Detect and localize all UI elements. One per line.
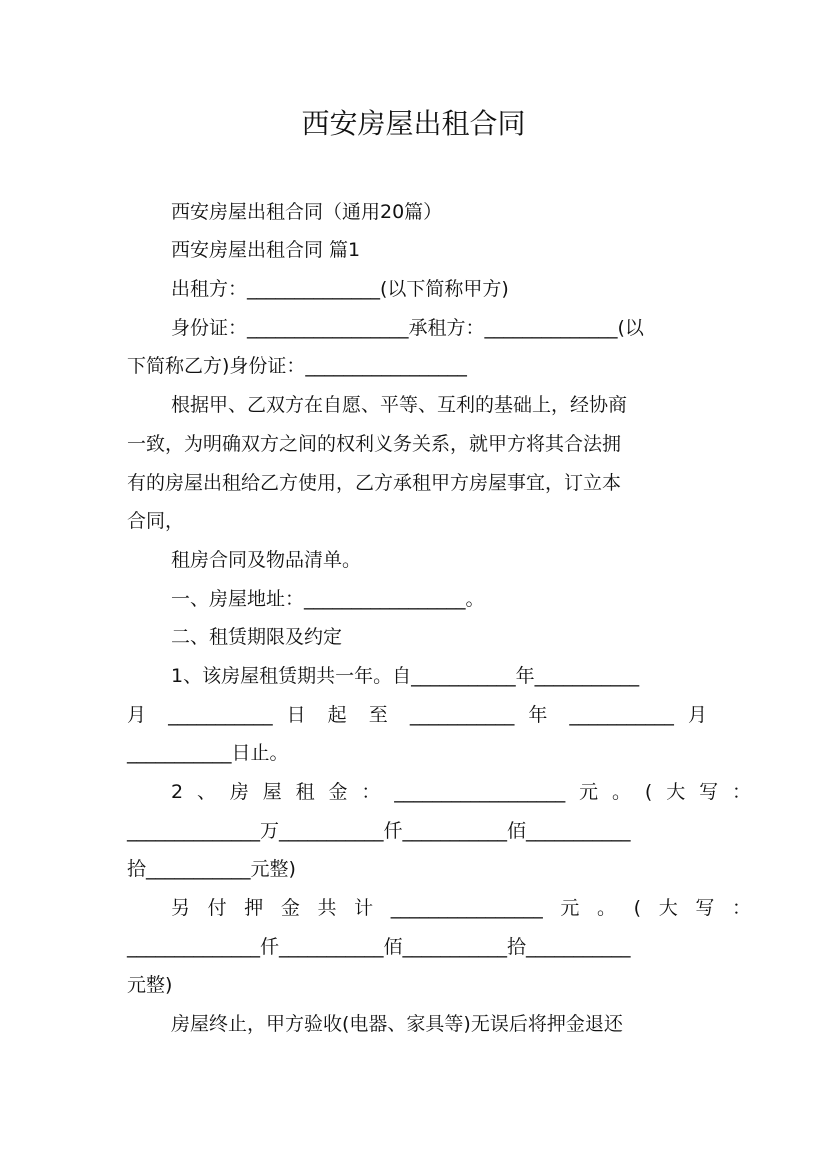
id-lessee-line: 身份证：_________________承租方：______________(以 (171, 317, 644, 339)
rent-clause-line-1: 2、房屋租金：__________________元。(大写： (171, 781, 751, 803)
term-clause-line-1: 1、该房屋租赁期共一年。自___________年___________ (171, 665, 640, 687)
deposit-clause-line-3: 元整) (127, 974, 173, 996)
preamble-line-1: 根据甲、乙双方在自愿、平等、互利的基础上，经协商 (171, 394, 628, 416)
inventory-line: 租房合同及物品清单。 (171, 549, 362, 571)
rent-clause-line-3: 拾___________元整) (127, 858, 296, 880)
preamble-line-2: 一致，为明确双方之间的权利义务关系，就甲方将其合法拥 (127, 433, 622, 455)
deposit-clause-line-2: ______________仟___________佰___________拾___________ (127, 936, 631, 958)
address-clause: 一、房屋地址：_________________。 (171, 588, 485, 610)
document-title: 西安房屋出租合同 (301, 107, 526, 140)
termination-clause-line-1: 房屋终止，甲方验收(电器、家具等)无误后将押金退还 (171, 1013, 623, 1035)
section-heading: 西安房屋出租合同 篇1 (171, 239, 361, 261)
lessor-line: 出租方：______________(以下简称甲方) (171, 278, 509, 300)
term-clause-line-2: 月 ___________ 日 起 至 ___________ 年 ___________ 月 (127, 704, 707, 726)
preamble-line-4: 合同， (127, 510, 185, 532)
rent-clause-line-2: ______________万___________仟___________佰___________ (127, 820, 631, 842)
subtitle-line: 西安房屋出租合同（通用20篇） (171, 201, 443, 223)
term-heading: 二、租赁期限及约定 (171, 626, 343, 648)
lessee-id-line: 下简称乙方)身份证：_________________ (127, 355, 467, 377)
deposit-clause-line-1: 另付押金共计________________元。(大写： (171, 897, 751, 919)
preamble-line-3: 有的房屋出租给乙方使用，乙方承租甲方房屋事宜，订立本 (127, 472, 622, 494)
term-clause-line-3: ___________日止。 (127, 742, 289, 764)
